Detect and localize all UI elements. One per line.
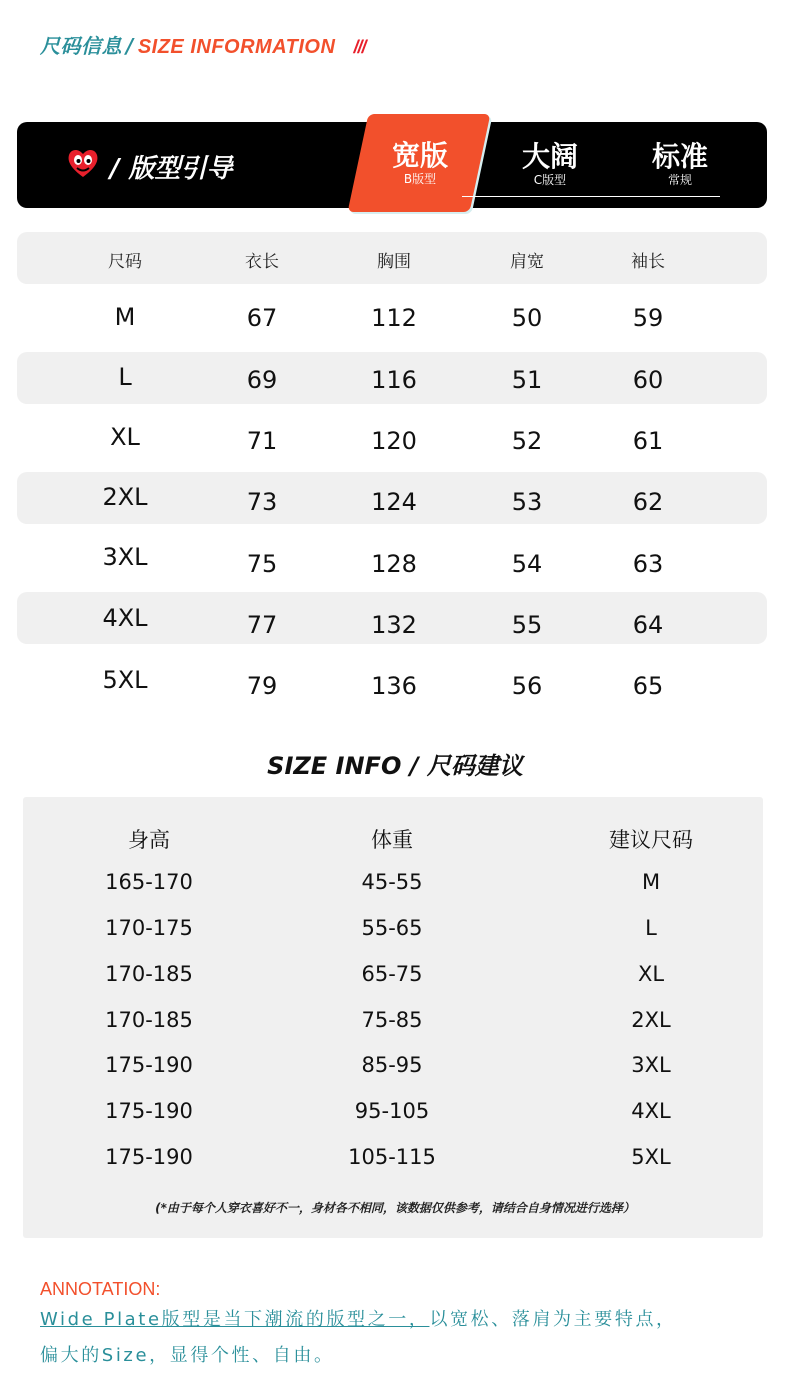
table-cell: 5XL — [631, 1145, 671, 1169]
table-cell: 61 — [632, 427, 664, 455]
tab-sublabel: C版型 — [533, 173, 567, 187]
table-cell: 132 — [371, 611, 417, 639]
column-header-recommended-size: 建议尺码 — [609, 828, 693, 852]
table-cell: 175-190 — [105, 1053, 193, 1077]
tab-sublabel: 常规 — [667, 173, 692, 187]
table-cell: L — [645, 916, 657, 940]
table-cell: 67 — [246, 304, 278, 332]
annotation-line-2: 偏大的Size，显得个性、自由。 — [40, 1345, 335, 1366]
stripes-decoration: /// — [353, 37, 366, 57]
annotation-text: 以宽松、落肩为主要特点， — [429, 1309, 677, 1330]
table-cell: 175-190 — [105, 1099, 193, 1123]
table-cell: 50 — [511, 304, 543, 332]
size-info-title: SIZE INFO / 尺码建议 — [267, 752, 523, 780]
table-cell: 85-95 — [361, 1053, 423, 1077]
tab-standard-fit[interactable] — [640, 141, 720, 187]
column-header-shoulder: 肩宽 — [510, 252, 544, 272]
table-cell: 65-75 — [361, 962, 423, 986]
annotation-underlined-text: Wide Plate版型是当下潮流的版型之一， — [40, 1309, 430, 1330]
table-cell: 3XL — [631, 1053, 671, 1077]
title-cn: 尺码信息 — [40, 34, 122, 58]
title-en: SIZE INFORMATION — [137, 36, 336, 58]
table-cell: 55 — [511, 611, 543, 639]
table-cell: 64 — [632, 611, 664, 639]
table-cell: 56 — [511, 672, 543, 700]
table-cell: 59 — [632, 304, 664, 332]
tab-underline — [462, 196, 720, 197]
table-cell: 112 — [371, 304, 417, 332]
page-title — [40, 30, 365, 59]
column-header-chest: 胸围 — [377, 252, 411, 272]
table-cell: 170-175 — [105, 916, 193, 940]
table-cell: 77 — [246, 611, 278, 639]
annotation-label: ANNOTATION: — [40, 1279, 161, 1299]
table-cell: 124 — [371, 488, 417, 516]
tab-sublabel: B版型 — [403, 172, 437, 186]
annotation-line-1 — [40, 1305, 677, 1331]
table-cell: 120 — [371, 427, 417, 455]
table-cell: XL — [110, 423, 140, 451]
tab-wide-fit[interactable] — [380, 140, 460, 186]
table-cell: 79 — [246, 672, 278, 700]
table-cell: 73 — [246, 488, 278, 516]
table-cell: 53 — [511, 488, 543, 516]
disclaimer-note: (*由于每个人穿衣喜好不一，身材各不相同，该数据仅供参考，请结合自身情况进行选择） — [155, 1201, 635, 1215]
table-cell: 75-85 — [361, 1008, 423, 1032]
table-cell: 69 — [246, 366, 278, 394]
table-cell: M — [114, 303, 136, 331]
table-cell: 2XL — [102, 483, 148, 511]
table-cell: 4XL — [631, 1099, 671, 1123]
table-cell: 54 — [511, 550, 543, 578]
table-cell: XL — [637, 962, 665, 986]
table-cell: 2XL — [631, 1008, 671, 1032]
table-cell: L — [118, 363, 132, 391]
table-cell: 65 — [632, 672, 664, 700]
table-cell: 51 — [511, 366, 543, 394]
column-header-sleeve: 袖长 — [631, 252, 665, 272]
table-cell: 128 — [371, 550, 417, 578]
table-cell: 3XL — [102, 543, 148, 571]
table-cell: 62 — [632, 488, 664, 516]
tab-label: 宽版 — [391, 139, 448, 172]
table-cell: 136 — [371, 672, 417, 700]
column-header-height: 身高 — [128, 828, 170, 852]
title-separator: / — [126, 34, 134, 58]
table-cell: 63 — [632, 550, 664, 578]
table-cell: 4XL — [102, 604, 148, 632]
table-cell: 116 — [371, 366, 417, 394]
table-cell: 60 — [632, 366, 664, 394]
column-header-weight: 体重 — [371, 828, 413, 852]
table-cell: M — [641, 870, 661, 894]
smiley-heart-face-icon — [66, 146, 100, 180]
tab-loose-fit[interactable] — [505, 141, 595, 187]
tab-label: 标准 — [651, 140, 708, 173]
column-header-size: 尺码 — [108, 252, 142, 272]
table-cell: 55-65 — [361, 916, 423, 940]
table-cell: 165-170 — [105, 870, 193, 894]
table-cell: 175-190 — [105, 1145, 193, 1169]
tab-label: 大阔 — [521, 140, 578, 173]
table-cell: 170-185 — [105, 962, 193, 986]
fit-guide-label: / 版型引导 — [110, 154, 233, 184]
table-cell: 71 — [246, 427, 278, 455]
table-cell: 52 — [511, 427, 543, 455]
table-cell: 45-55 — [361, 870, 423, 894]
table-cell: 105-115 — [348, 1145, 436, 1169]
table-cell: 170-185 — [105, 1008, 193, 1032]
column-header-length: 衣长 — [245, 252, 279, 272]
table-cell: 95-105 — [354, 1099, 430, 1123]
table-cell: 75 — [246, 550, 278, 578]
table-cell: 5XL — [102, 666, 148, 694]
